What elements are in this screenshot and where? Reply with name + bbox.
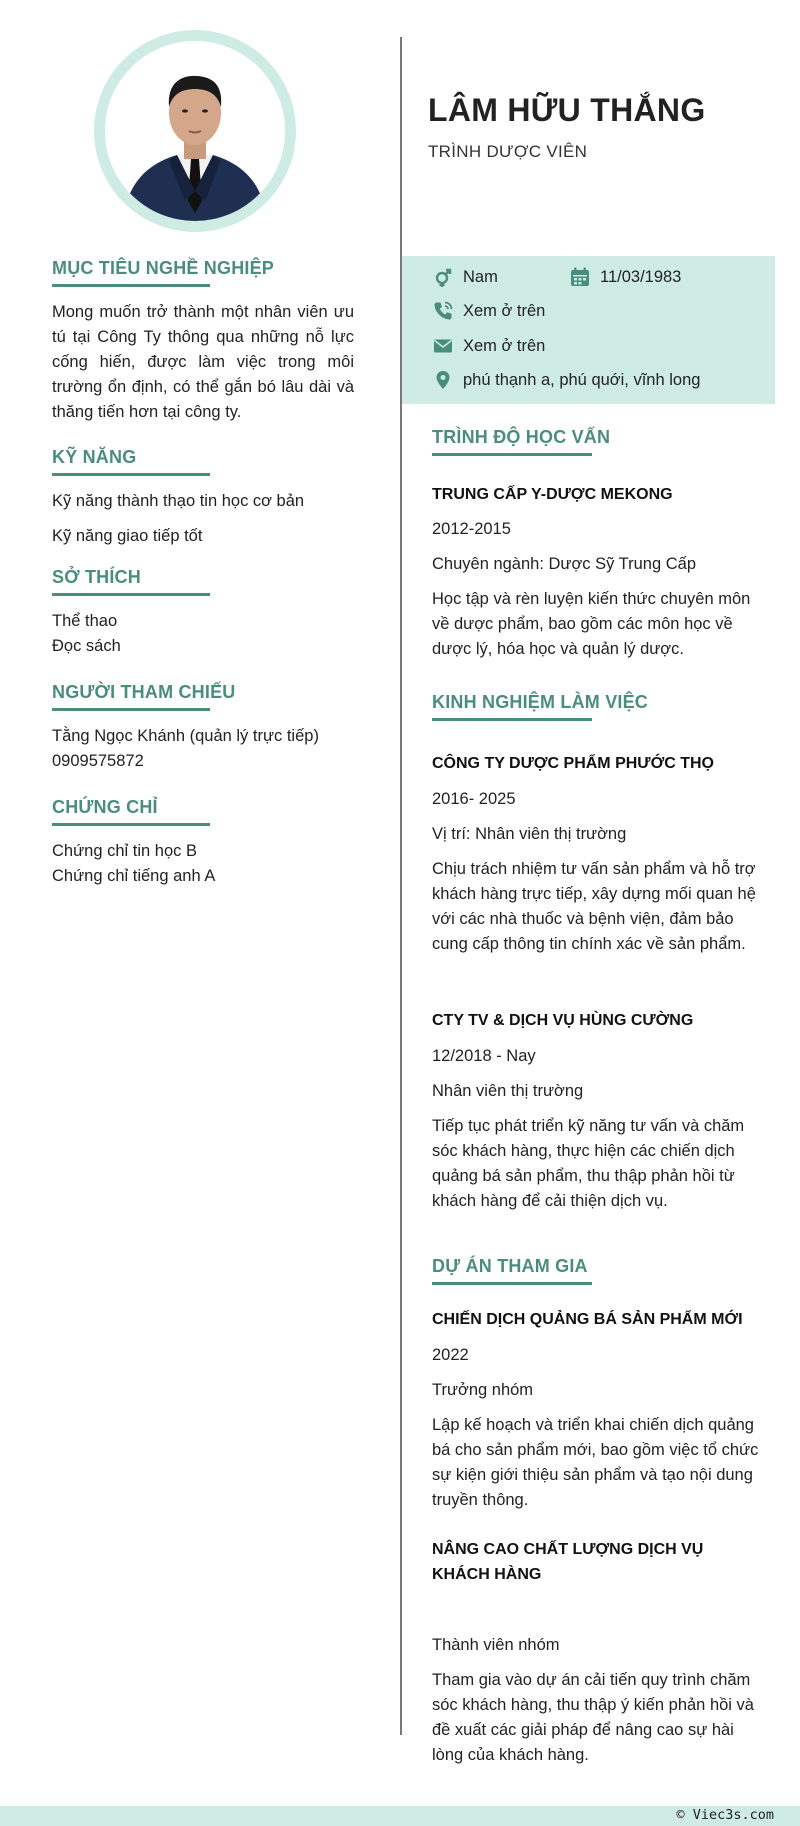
education-title: TRÌNH ĐỘ HỌC VẤN: [432, 427, 611, 447]
hobbies-section: [52, 567, 354, 659]
education-description: Học tập và rèn luyện kiến thức chuyên môn về dược phẩm, bao gồm các môn học về dược lý, hóa học và quản lý dược.: [432, 590, 751, 658]
experience-position: Vị trí: Nhân viên thị trường: [432, 825, 627, 843]
address-value: phú thạnh a, phú quới, vĩnh long: [463, 370, 701, 389]
project-entry: [432, 1537, 762, 1768]
project-role: Thành viên nhóm: [432, 1636, 560, 1654]
footer-bar: [0, 1806, 800, 1826]
project-description: Lập kế hoạch và triển khai chiến dịch quảng bá cho sản phẩm mới, bao gồm việc tổ chức sự kiện giới thiệu sản phẩm và tạo nội dung truyền thông.: [432, 1416, 759, 1509]
hobby-item: Thể thao: [52, 612, 118, 630]
certificates-title: CHỨNG CHỈ: [52, 797, 158, 817]
project-name: NÂNG CAO CHẤT LƯỢNG DỊCH VỤ KHÁCH HÀNG: [432, 1541, 704, 1583]
project-name: CHIẾN DỊCH QUẢNG BÁ SẢN PHẨM MỚI: [432, 1311, 743, 1328]
calendar-icon: [570, 267, 590, 287]
skills-title-underline: [52, 473, 210, 476]
skills-title: KỸ NĂNG: [52, 447, 137, 467]
contact-panel: [402, 256, 775, 404]
certificate-item: Chứng chỉ tin học B: [52, 842, 197, 860]
project-role: Trưởng nhóm: [432, 1381, 534, 1399]
skill-item: Kỹ năng giao tiếp tốt: [52, 527, 203, 545]
objective-section: [52, 258, 354, 425]
experience-entry: [432, 751, 762, 957]
experience-period: 2016- 2025: [432, 790, 516, 808]
location-pin-icon: [433, 370, 453, 390]
projects-section: [432, 1256, 762, 1285]
phone-value[interactable]: Xem ở trên: [463, 301, 546, 320]
contact-birthdate: [570, 267, 681, 287]
hobby-item: Đọc sách: [52, 637, 121, 655]
experience-period: 12/2018 - Nay: [432, 1047, 536, 1065]
contact-email: [433, 336, 545, 356]
experience-title: KINH NGHIỆM LÀM VIỆC: [432, 692, 649, 712]
objective-title: MỤC TIÊU NGHỀ NGHIỆP: [52, 258, 275, 278]
project-entry: [432, 1307, 762, 1513]
phone-icon: [433, 301, 453, 321]
experience-position: Nhân viên thị trường: [432, 1082, 584, 1100]
objective-title-underline: [52, 284, 210, 287]
footer-credit[interactable]: © Viec3s.com: [676, 1807, 774, 1823]
gender-value: Nam: [463, 267, 498, 286]
references-title: NGƯỜI THAM CHIẾU: [52, 682, 236, 702]
education-major: Chuyên ngành: Dược Sỹ Trung Cấp: [432, 555, 697, 573]
contact-gender: [433, 267, 498, 287]
references-title-underline: [52, 708, 210, 711]
certificates-section: [52, 797, 354, 889]
contact-phone: [433, 301, 545, 321]
contact-address: [433, 370, 700, 390]
avatar: [105, 41, 285, 221]
education-section: [432, 427, 762, 662]
project-period: [432, 1598, 762, 1623]
project-period: 2022: [432, 1346, 469, 1364]
experience-description: Tiếp tục phát triển kỹ năng tư vấn và chăm sóc khách hàng, thực hiện các chiến dịch quảng bá sản phẩm, thu thập phản hồi từ khách hàng để cải thiện dịch vụ.: [432, 1117, 745, 1210]
gender-icon: [433, 267, 453, 287]
profile-photo: [105, 41, 285, 221]
experience-section: [432, 692, 762, 721]
experience-company: CÔNG TY DƯỢC PHẨM PHƯỚC THỌ: [432, 755, 714, 772]
objective-text: Mong muốn trở thành một nhân viên ưu tú tại Công Ty thông qua những nỗ lực cống hiến, được làm việc trong môi trường ổn định, có thể gắn bó lâu dài và thăng tiến hơn tại công ty.: [52, 303, 354, 421]
avatar-ring: [94, 30, 296, 232]
certificate-item: Chứng chỉ tiếng anh A: [52, 867, 216, 885]
skills-section: [52, 447, 354, 549]
birthdate-value: 11/03/1983: [600, 267, 682, 286]
email-value[interactable]: Xem ở trên: [463, 336, 546, 355]
references-section: [52, 682, 354, 774]
certificates-title-underline: [52, 823, 210, 826]
hobbies-title: SỞ THÍCH: [52, 567, 141, 587]
reference-item: Tằng Ngọc Khánh (quản lý trực tiếp): [52, 727, 319, 745]
hobbies-title-underline: [52, 593, 210, 596]
skill-item: Kỹ năng thành thạo tin học cơ bản: [52, 492, 305, 510]
candidate-name: LÂM HỮU THẮNG: [428, 92, 706, 128]
email-icon: [433, 336, 453, 356]
education-period: 2012-2015: [432, 520, 511, 538]
reference-item: 0909575872: [52, 752, 144, 770]
experience-description: Chịu trách nhiệm tư vấn sản phẩm và hỗ trợ khách hàng trực tiếp, xây dựng mối quan hệ với các nhà thuốc và bệnh viện, đảm bảo cung cấp thông tin chính xác về sản phẩm.: [432, 860, 756, 953]
experience-title-underline: [432, 718, 592, 721]
experience-entry: [432, 1008, 762, 1214]
projects-title-underline: [432, 1282, 592, 1285]
project-description: Tham gia vào dự án cải tiến quy trình chăm sóc khách hàng, thu thập ý kiến phản hồi và đề xuất các giải pháp để nâng cao sự hài lòng của khách hàng.: [432, 1671, 754, 1764]
experience-company: CTY TV & DỊCH VỤ HÙNG CƯỜNG: [432, 1012, 694, 1029]
education-title-underline: [432, 453, 592, 456]
candidate-role: TRÌNH DƯỢC VIÊN: [428, 142, 588, 161]
projects-title: DỰ ÁN THAM GIA: [432, 1256, 588, 1276]
education-school: TRUNG CẤP Y-DƯỢC MEKONG: [432, 486, 673, 503]
